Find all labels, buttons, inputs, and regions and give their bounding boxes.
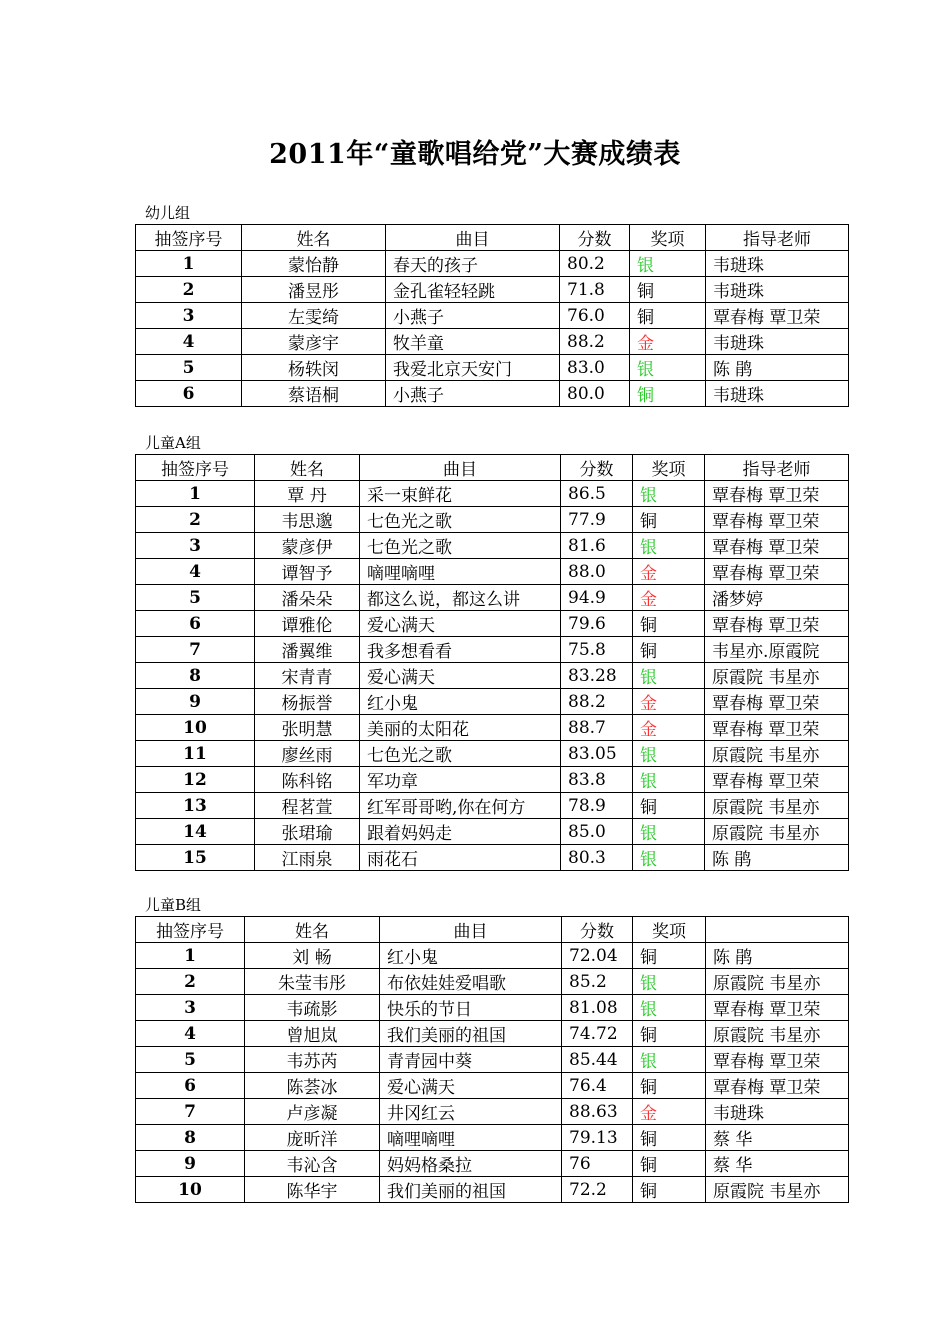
song-cell: 七色光之歌: [360, 533, 561, 559]
table-row: [136, 715, 849, 741]
column-header: 姓名: [242, 225, 386, 251]
teacher-cell: 覃春梅 覃卫荣: [705, 611, 849, 637]
group-label-children-a: 儿童A组: [145, 434, 201, 452]
song-cell: 爱心满天: [360, 663, 561, 689]
song-cell: 跟着妈妈走: [360, 819, 561, 845]
song-cell: 雨花石: [360, 845, 561, 871]
draw-number-cell: 6: [136, 1073, 245, 1099]
name-cell: 蒙彦伊: [255, 533, 360, 559]
song-cell: 青青园中葵: [380, 1047, 562, 1073]
award-cell: 银: [630, 251, 706, 277]
song-cell: 金孔雀轻轻跳: [386, 277, 560, 303]
song-cell: 七色光之歌: [360, 741, 561, 767]
score-table-infant: [135, 224, 849, 407]
award-cell: 银: [633, 767, 705, 793]
song-cell: 牧羊童: [386, 329, 560, 355]
draw-number-cell: 1: [136, 943, 245, 969]
name-cell: 程茗萱: [255, 793, 360, 819]
song-cell: 井冈红云: [380, 1099, 562, 1125]
draw-number-cell: 3: [136, 303, 242, 329]
draw-number-cell: 6: [136, 611, 255, 637]
score-cell: 74.72: [562, 1021, 633, 1047]
teacher-cell: 原霞院 韦星亦: [706, 1021, 849, 1047]
teacher-cell: 原霞院 韦星亦: [705, 663, 849, 689]
song-cell: 妈妈格桑拉: [380, 1151, 562, 1177]
teacher-cell: 覃春梅 覃卫荣: [705, 559, 849, 585]
song-cell: 红小鬼: [360, 689, 561, 715]
name-cell: 蔡语桐: [242, 381, 386, 407]
score-cell: 86.5: [561, 481, 633, 507]
name-cell: 覃 丹: [255, 481, 360, 507]
name-cell: 朱莹韦彤: [245, 969, 380, 995]
name-cell: 陈科铭: [255, 767, 360, 793]
award-cell: 铜: [633, 943, 706, 969]
teacher-cell: 韦星亦.原霞院: [705, 637, 849, 663]
group-label-children-b: 儿童B组: [145, 896, 202, 914]
award-cell: 铜: [633, 637, 705, 663]
award-cell: 铜: [630, 277, 706, 303]
award-cell: 银: [633, 481, 705, 507]
column-header: 分数: [560, 225, 630, 251]
group-label-infant: 幼儿组: [145, 204, 191, 222]
award-cell: 银: [633, 995, 706, 1021]
score-cell: 76.0: [560, 303, 630, 329]
draw-number-cell: 2: [136, 507, 255, 533]
draw-number-cell: 7: [136, 1099, 245, 1125]
teacher-cell: 覃春梅 覃卫荣: [705, 715, 849, 741]
teacher-cell: 韦琎珠: [706, 381, 849, 407]
table-row: [136, 793, 849, 819]
table-header-row: [136, 455, 849, 481]
teacher-cell: 覃春梅 覃卫荣: [706, 995, 849, 1021]
award-cell: 铜: [630, 381, 706, 407]
song-cell: 嘀哩嘀哩: [380, 1125, 562, 1151]
award-cell: 铜: [633, 507, 705, 533]
score-cell: 88.2: [560, 329, 630, 355]
teacher-cell: 韦琎珠: [706, 1099, 849, 1125]
teacher-cell: 陈 鹃: [706, 943, 849, 969]
song-cell: 嘀哩嘀哩: [360, 559, 561, 585]
award-cell: 金: [633, 1099, 706, 1125]
score-cell: 76: [562, 1151, 633, 1177]
teacher-cell: 覃春梅 覃卫荣: [706, 1073, 849, 1099]
draw-number-cell: 13: [136, 793, 255, 819]
score-cell: 80.2: [560, 251, 630, 277]
award-cell: 银: [633, 819, 705, 845]
score-cell: 83.0: [560, 355, 630, 381]
award-cell: 银: [633, 845, 705, 871]
song-cell: 爱心满天: [360, 611, 561, 637]
song-cell: 小燕子: [386, 303, 560, 329]
name-cell: 左雯绮: [242, 303, 386, 329]
award-cell: 金: [633, 689, 705, 715]
column-header: 分数: [561, 455, 633, 481]
song-cell: 美丽的太阳花: [360, 715, 561, 741]
teacher-cell: 原霞院 韦星亦: [705, 741, 849, 767]
table-row: [136, 1151, 849, 1177]
award-cell: 铜: [633, 1151, 706, 1177]
award-cell: 铜: [633, 1125, 706, 1151]
award-cell: 金: [633, 585, 705, 611]
column-header: 抽签序号: [136, 455, 255, 481]
teacher-cell: 覃春梅 覃卫荣: [705, 507, 849, 533]
table-row: [136, 1047, 849, 1073]
teacher-cell: 覃春梅 覃卫荣: [705, 481, 849, 507]
draw-number-cell: 2: [136, 969, 245, 995]
teacher-cell: 覃春梅 覃卫荣: [705, 767, 849, 793]
award-cell: 铜: [630, 303, 706, 329]
song-cell: 布依娃娃爱唱歌: [380, 969, 562, 995]
name-cell: 陈荟冰: [245, 1073, 380, 1099]
name-cell: 江雨泉: [255, 845, 360, 871]
name-cell: 刘 畅: [245, 943, 380, 969]
name-cell: 杨振誉: [255, 689, 360, 715]
name-cell: 蒙彦宇: [242, 329, 386, 355]
award-cell: 银: [633, 663, 705, 689]
table-row: [136, 1177, 849, 1203]
table-row: [136, 329, 849, 355]
name-cell: 潘朵朵: [255, 585, 360, 611]
draw-number-cell: 4: [136, 1021, 245, 1047]
table-row: [136, 533, 849, 559]
name-cell: 卢彦凝: [245, 1099, 380, 1125]
column-header: 姓名: [255, 455, 360, 481]
table-row: [136, 303, 849, 329]
name-cell: 庞昕洋: [245, 1125, 380, 1151]
draw-number-cell: 5: [136, 1047, 245, 1073]
score-cell: 88.7: [561, 715, 633, 741]
table-row: [136, 1073, 849, 1099]
column-header: 奖项: [630, 225, 706, 251]
name-cell: 韦疏影: [245, 995, 380, 1021]
score-cell: 75.8: [561, 637, 633, 663]
score-cell: 83.05: [561, 741, 633, 767]
award-cell: 金: [630, 329, 706, 355]
draw-number-cell: 1: [136, 481, 255, 507]
award-cell: 银: [633, 1047, 706, 1073]
name-cell: 韦沁含: [245, 1151, 380, 1177]
column-header: 指导老师: [705, 455, 849, 481]
award-cell: 铜: [633, 793, 705, 819]
draw-number-cell: 7: [136, 637, 255, 663]
name-cell: 陈华宇: [245, 1177, 380, 1203]
table-row: [136, 767, 849, 793]
song-cell: 红小鬼: [380, 943, 562, 969]
name-cell: 宋青青: [255, 663, 360, 689]
table-header-row: [136, 917, 849, 943]
table-row: [136, 1021, 849, 1047]
table-row: [136, 969, 849, 995]
column-header: 曲目: [360, 455, 561, 481]
draw-number-cell: 15: [136, 845, 255, 871]
teacher-cell: 原霞院 韦星亦: [705, 793, 849, 819]
column-header: 奖项: [633, 917, 706, 943]
teacher-cell: 原霞院 韦星亦: [706, 1177, 849, 1203]
award-cell: 金: [633, 715, 705, 741]
award-cell: 铜: [633, 1177, 706, 1203]
table-row: [136, 943, 849, 969]
column-header: 曲目: [380, 917, 562, 943]
teacher-cell: 覃春梅 覃卫荣: [706, 303, 849, 329]
teacher-cell: 潘梦婷: [705, 585, 849, 611]
score-cell: 72.04: [562, 943, 633, 969]
table-row: [136, 559, 849, 585]
teacher-cell: 覃春梅 覃卫荣: [705, 533, 849, 559]
draw-number-cell: 11: [136, 741, 255, 767]
name-cell: 韦苏芮: [245, 1047, 380, 1073]
teacher-cell: 韦琎珠: [706, 251, 849, 277]
score-cell: 85.2: [562, 969, 633, 995]
name-cell: 廖丝雨: [255, 741, 360, 767]
score-cell: 79.6: [561, 611, 633, 637]
song-cell: 我爱北京天安门: [386, 355, 560, 381]
draw-number-cell: 9: [136, 689, 255, 715]
table-row: [136, 611, 849, 637]
column-header: 分数: [562, 917, 633, 943]
score-cell: 88.63: [562, 1099, 633, 1125]
draw-number-cell: 2: [136, 277, 242, 303]
table-row: [136, 277, 849, 303]
draw-number-cell: 5: [136, 585, 255, 611]
award-cell: 铜: [633, 1021, 706, 1047]
score-table-children-a: [135, 454, 849, 871]
score-cell: 83.28: [561, 663, 633, 689]
award-cell: 铜: [633, 611, 705, 637]
score-cell: 88.2: [561, 689, 633, 715]
score-cell: 83.8: [561, 767, 633, 793]
table-row: [136, 995, 849, 1021]
score-cell: 80.3: [561, 845, 633, 871]
score-cell: 78.9: [561, 793, 633, 819]
column-header: 抽签序号: [136, 917, 245, 943]
score-cell: 76.4: [562, 1073, 633, 1099]
song-cell: 小燕子: [386, 381, 560, 407]
name-cell: 杨轶闵: [242, 355, 386, 381]
award-cell: 铜: [633, 1073, 706, 1099]
name-cell: 韦思邈: [255, 507, 360, 533]
score-cell: 88.0: [561, 559, 633, 585]
song-cell: 军功章: [360, 767, 561, 793]
column-header: 抽签序号: [136, 225, 242, 251]
draw-number-cell: 10: [136, 1177, 245, 1203]
score-table-children-b: [135, 916, 849, 1203]
teacher-cell: 陈 鹃: [705, 845, 849, 871]
table-header-row: [136, 225, 849, 251]
column-header: [706, 917, 849, 943]
teacher-cell: 韦琎珠: [706, 277, 849, 303]
song-cell: 我们美丽的祖国: [380, 1021, 562, 1047]
table-row: [136, 819, 849, 845]
table-row: [136, 355, 849, 381]
draw-number-cell: 3: [136, 533, 255, 559]
song-cell: 都这么说，都这么讲: [360, 585, 561, 611]
song-cell: 我多想看看: [360, 637, 561, 663]
score-cell: 72.2: [562, 1177, 633, 1203]
draw-number-cell: 4: [136, 559, 255, 585]
draw-number-cell: 8: [136, 663, 255, 689]
teacher-cell: 覃春梅 覃卫荣: [705, 689, 849, 715]
score-cell: 77.9: [561, 507, 633, 533]
award-cell: 金: [633, 559, 705, 585]
table-row: [136, 845, 849, 871]
song-cell: 爱心满天: [380, 1073, 562, 1099]
teacher-cell: 原霞院 韦星亦: [706, 969, 849, 995]
table-row: [136, 741, 849, 767]
name-cell: 张珺瑜: [255, 819, 360, 845]
table-row: [136, 481, 849, 507]
award-cell: 银: [633, 741, 705, 767]
draw-number-cell: 8: [136, 1125, 245, 1151]
draw-number-cell: 12: [136, 767, 255, 793]
draw-number-cell: 5: [136, 355, 242, 381]
score-cell: 81.6: [561, 533, 633, 559]
page-title: 2011年“童歌唱给党”大赛成绩表: [269, 139, 681, 170]
song-cell: 春天的孩子: [386, 251, 560, 277]
name-cell: 谭智予: [255, 559, 360, 585]
score-cell: 81.08: [562, 995, 633, 1021]
name-cell: 蒙怡静: [242, 251, 386, 277]
name-cell: 潘昱彤: [242, 277, 386, 303]
draw-number-cell: 10: [136, 715, 255, 741]
song-cell: 红军哥哥哟,你在何方: [360, 793, 561, 819]
teacher-cell: 蔡 华: [706, 1125, 849, 1151]
column-header: 曲目: [386, 225, 560, 251]
score-cell: 85.44: [562, 1047, 633, 1073]
table-row: [136, 1099, 849, 1125]
table-row: [136, 251, 849, 277]
award-cell: 银: [630, 355, 706, 381]
table-row: [136, 507, 849, 533]
award-cell: 银: [633, 533, 705, 559]
draw-number-cell: 9: [136, 1151, 245, 1177]
column-header: 指导老师: [706, 225, 849, 251]
name-cell: 谭雅伦: [255, 611, 360, 637]
teacher-cell: 原霞院 韦星亦: [705, 819, 849, 845]
draw-number-cell: 1: [136, 251, 242, 277]
score-cell: 94.9: [561, 585, 633, 611]
teacher-cell: 蔡 华: [706, 1151, 849, 1177]
table-row: [136, 689, 849, 715]
score-cell: 79.13: [562, 1125, 633, 1151]
draw-number-cell: 14: [136, 819, 255, 845]
song-cell: 七色光之歌: [360, 507, 561, 533]
song-cell: 采一束鲜花: [360, 481, 561, 507]
column-header: 奖项: [633, 455, 705, 481]
column-header: 姓名: [245, 917, 380, 943]
teacher-cell: 韦琎珠: [706, 329, 849, 355]
score-cell: 71.8: [560, 277, 630, 303]
name-cell: 潘翼维: [255, 637, 360, 663]
draw-number-cell: 4: [136, 329, 242, 355]
name-cell: 曾旭岚: [245, 1021, 380, 1047]
table-row: [136, 637, 849, 663]
table-row: [136, 663, 849, 689]
name-cell: 张明慧: [255, 715, 360, 741]
table-row: [136, 381, 849, 407]
draw-number-cell: 3: [136, 995, 245, 1021]
award-cell: 银: [633, 969, 706, 995]
table-row: [136, 585, 849, 611]
teacher-cell: 覃春梅 覃卫荣: [706, 1047, 849, 1073]
teacher-cell: 陈 鹃: [706, 355, 849, 381]
song-cell: 快乐的节日: [380, 995, 562, 1021]
score-cell: 80.0: [560, 381, 630, 407]
table-row: [136, 1125, 849, 1151]
draw-number-cell: 6: [136, 381, 242, 407]
song-cell: 我们美丽的祖国: [380, 1177, 562, 1203]
score-cell: 85.0: [561, 819, 633, 845]
